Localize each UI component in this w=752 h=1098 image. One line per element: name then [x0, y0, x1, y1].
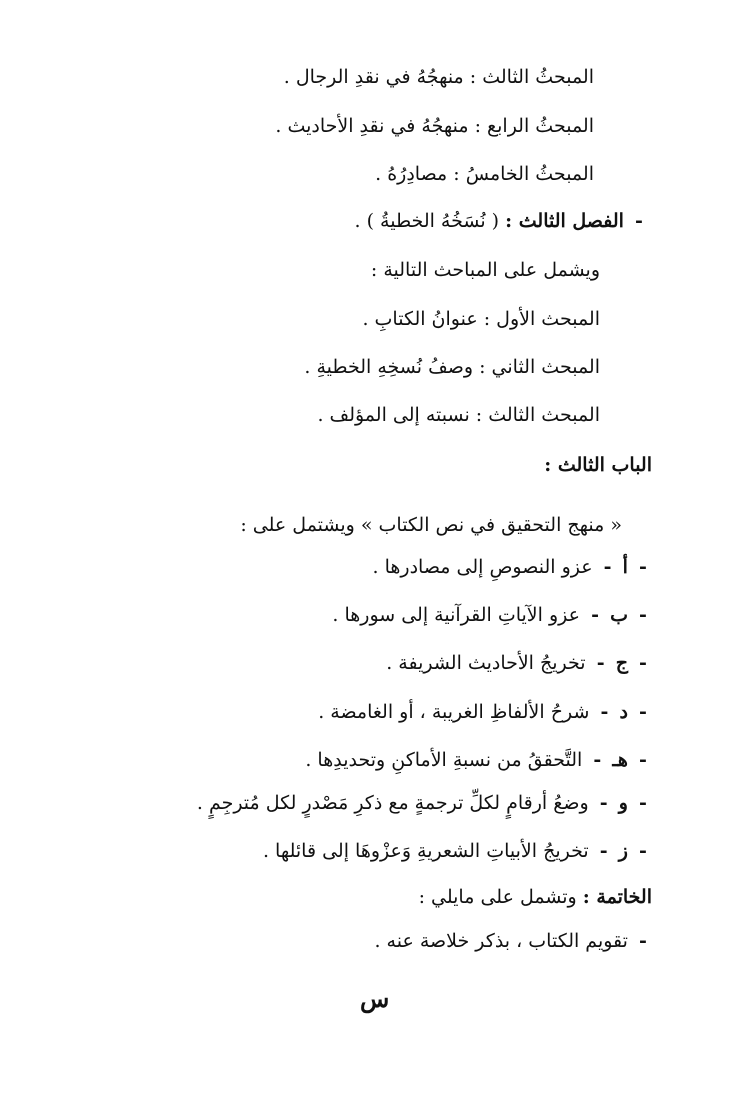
list-item-a [373, 552, 652, 582]
list-item-h [305, 745, 652, 775]
line-section-4-hadith: المبحثُ الرابع : منهجُهُ في نقدِ الأحاديث . [275, 115, 594, 137]
list-item-w [197, 788, 652, 818]
list-item-j [386, 648, 652, 678]
page-number: س [360, 984, 390, 1013]
dash-separator: - [591, 604, 599, 626]
dash-separator: - [600, 701, 609, 723]
list-item-b [332, 600, 652, 630]
line-evaluation [374, 926, 652, 956]
evaluation-text: تقويم الكتاب ، بذكر خلاصة عنه . [374, 930, 628, 952]
dash-bullet: - [639, 749, 647, 771]
dash-bullet: - [635, 210, 643, 232]
chapter-3-subtitle: ( نُسَخُهُ الخطيةُ ) . [354, 210, 500, 232]
item-text: عزو النصوصِ إلى مصادرها . [372, 556, 593, 578]
list-item-z [263, 836, 652, 866]
dash-separator: - [596, 652, 605, 674]
chapter-3-title: الفصل الثالث : [505, 210, 624, 232]
item-letter: د [619, 701, 628, 723]
dash-bullet: - [639, 556, 647, 578]
item-text: شرحُ الألفاظِ الغريبة ، أو الغامضة . [318, 701, 590, 723]
conclusion-title: الخاتمة : [582, 886, 652, 908]
item-text: تخريجُ الأحاديث الشريفة . [386, 652, 586, 674]
line-section-1-title: المبحث الأول : عنوانُ الكتابِ . [362, 308, 600, 330]
dash-bullet: - [639, 792, 647, 814]
dash-bullet: - [639, 701, 647, 723]
line-includes-sections: ويشمل على المباحث التالية : [370, 259, 600, 281]
item-letter: ج [615, 652, 628, 674]
item-text: تخريجُ الأبياتِ الشعريةِ وَعزْوهَا إلى قائلها . [262, 840, 589, 862]
line-section-3-narrators: المبحثُ الثالث : منهجُهُ في نقدِ الرجال . [283, 66, 594, 88]
item-text: عزو الآياتِ القرآنية إلى سورها . [332, 604, 580, 626]
dash-separator: - [603, 556, 612, 578]
item-letter: هـ [612, 749, 628, 771]
list-item-d [318, 697, 652, 727]
dash-bullet: - [639, 652, 647, 674]
item-letter: أ [622, 556, 628, 578]
line-section-2-manuscripts: المبحث الثاني : وصفُ نُسخِهِ الخطيةِ . [304, 356, 600, 378]
item-letter: و [618, 792, 628, 814]
conclusion-rest: وتشمل على مايلي : [418, 886, 577, 908]
dash-bullet: - [639, 840, 647, 862]
item-text: وضعُ أرقامٍ لكلِّ ترجمةٍ مع ذكرِ مَصْدرٍ لكل مُترجِمٍ . [196, 792, 589, 814]
line-methodology-intro: « منهج التحقيق في نص الكتاب » ويشتمل على : [240, 514, 622, 536]
line-section-3-attribution: المبحث الثالث : نسبته إلى المؤلف . [317, 404, 600, 426]
dash-separator: - [593, 749, 602, 771]
item-letter: ز [618, 840, 628, 862]
dash-bullet: - [639, 604, 647, 626]
line-conclusion [419, 882, 652, 912]
part-3-heading: الباب الثالث : [544, 454, 652, 476]
item-text: التَّحققُ من نسبةِ الأماكنِ وتحديدِها . [305, 749, 583, 771]
line-chapter-3-heading [355, 206, 648, 236]
line-section-5-sources: المبحثُ الخامسُ : مصادِرُهُ . [375, 163, 594, 185]
dash-separator: - [599, 840, 608, 862]
dash-separator: - [599, 792, 608, 814]
dash-bullet: - [639, 930, 647, 952]
item-letter: ب [610, 604, 628, 626]
